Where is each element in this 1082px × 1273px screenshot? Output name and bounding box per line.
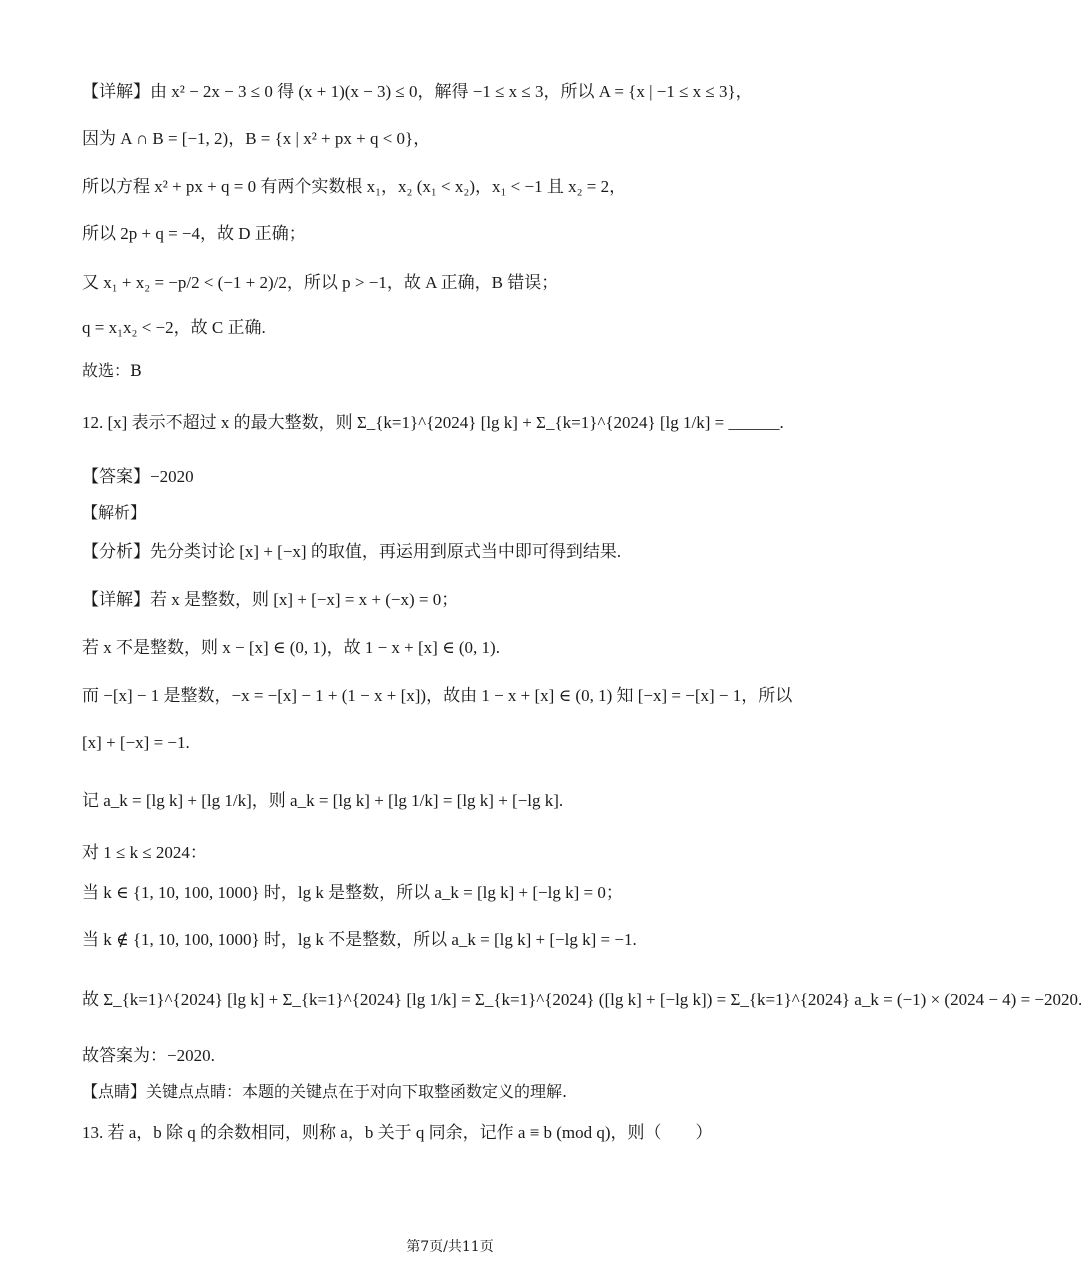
text-line-2: 因为 A ∩ B = [−1, 2)，B = {x | x² + px + q < 0}， (82, 129, 431, 148)
question-13: 13. 若 a，b 除 q 的余数相同，则称 a，b 关于 q 同余，记作 a ≡ b (mod q)，则（ ） (82, 1123, 713, 1142)
text-line-14: 而 −[x] − 1 是整数，−x = −[x] − 1 + (1 − x + [x])，故由 1 − x + [x] ∈ (0, 1) 知 [−x] = −[x] − 1，所以 (82, 686, 793, 705)
text-line-6: q = x₁x₂ < −2，故 C 正确. (82, 318, 266, 337)
text-line-18: 当 k ∈ {1, 10, 100, 1000} 时，lg k 是整数，所以 a_k = [lg k] + [−lg k] = 0； (82, 883, 623, 902)
answer-label: 【答案】−2020 (82, 467, 194, 486)
text-line-12: 【详解】若 x 是整数，则 [x] + [−x] = x + (−x) = 0； (82, 590, 459, 609)
question-12: 12. [x] 表示不超过 x 的最大整数，则 Σ_{k=1}^{2024} [lg k] + Σ_{k=1}^{2024} [lg 1/k] = ______. (82, 413, 784, 432)
page-footer: 第7页/共11页 (406, 1239, 494, 1255)
text-line-19: 当 k ∉ {1, 10, 100, 1000} 时，lg k 不是整数，所以 a_k = [lg k] + [−lg k] = −1. (82, 930, 637, 949)
text-line-15: [x] + [−x] = −1. (82, 733, 190, 752)
text-line-1: 【详解】由 x² − 2x − 3 ≤ 0 得 (x + 1)(x − 3) ≤ 0，解得 −1 ≤ x ≤ 3，所以 A = {x | −1 ≤ x ≤ 3}， (82, 82, 753, 101)
text-line-17: 对 1 ≤ k ≤ 2024： (82, 843, 207, 862)
text-line-11: 【分析】先分类讨论 [x] + [−x] 的取值，再运用到原式当中即可得到结果. (82, 542, 622, 561)
text-line-4: 所以 2p + q = −4，故 D 正确； (82, 224, 306, 243)
text-line-3: 所以方程 x² + px + q = 0 有两个实数根 x₁，x₂ (x₁ < x₂)，x₁ < −1 且 x₂ = 2， (82, 177, 627, 196)
text-line-5: 又 x₁ + x₂ = −p/2 < (−1 + 2)/2，所以 p > −1，故 A 正确，B 错误； (82, 273, 559, 292)
analysis-label: 【解析】 (82, 503, 147, 522)
text-line-22: 【点睛】关键点点睛：本题的关键点在于对向下取整函数定义的理解. (82, 1082, 568, 1101)
text-line-13: 若 x 不是整数，则 x − [x] ∈ (0, 1)，故 1 − x + [x] ∈ (0, 1). (82, 638, 500, 657)
text-line-21: 故答案为：−2020. (82, 1046, 215, 1065)
text-line-16: 记 a_k = [lg k] + [lg 1/k]，则 a_k = [lg k] + [lg 1/k] = [lg k] + [−lg k]. (82, 791, 564, 810)
text-line-7: 故选：B (82, 361, 142, 380)
text-line-20: 故 Σ_{k=1}^{2024} [lg k] + Σ_{k=1}^{2024} [lg 1/k] = Σ_{k=1}^{2024} ([lg k] + [−lg k]) = Σ_{k=1}^{2024} a_k = (−1) × (2024 − 4) = −2020. (82, 990, 1082, 1009)
